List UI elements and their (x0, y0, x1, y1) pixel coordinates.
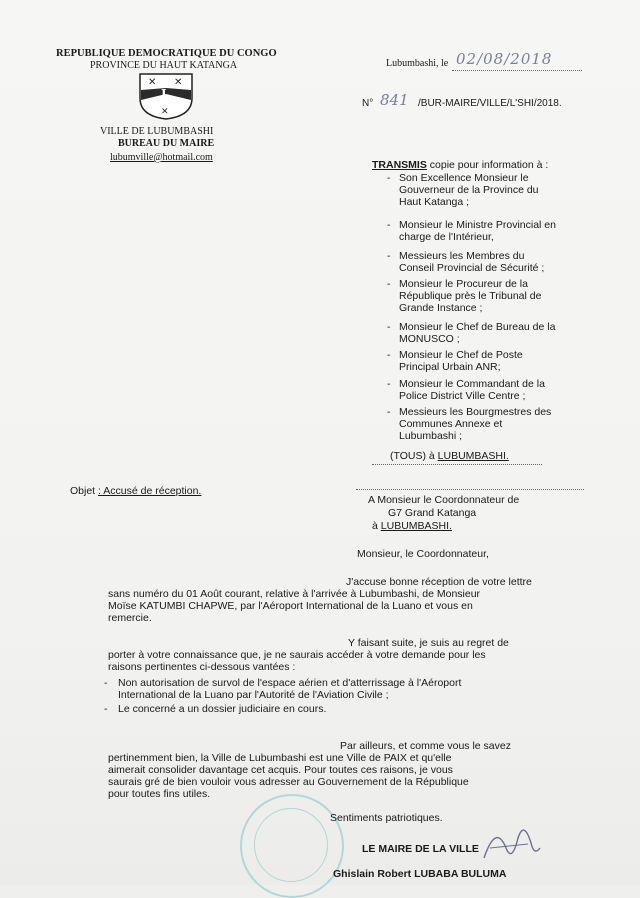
recipient-item: - Monsieur le Chef de Poste Principal Urbain ANR; (387, 349, 523, 373)
handwritten-reference-number: 841 (380, 91, 409, 109)
svg-text:✕: ✕ (174, 77, 183, 88)
closing-line: Sentiments patriotiques. (330, 812, 443, 824)
emblem-letter: L (161, 87, 170, 101)
recipient-item: - Monsieur le Ministre Provincial en charge de l'Intérieur, (387, 219, 556, 243)
recipient-item: - Monsieur le Commandant de la Police District Ville Centre ; (387, 378, 545, 402)
addressee-line-1: A Monsieur le Coordonnateur de (368, 494, 520, 506)
province-heading: PROVINCE DU HAUT KATANGA (90, 60, 238, 71)
handwritten-date: 02/08/2018 (456, 50, 553, 68)
addressee-line-3: à LUBUMBASHI. (372, 520, 452, 532)
date-dotted-line (452, 70, 582, 71)
reference-prefix: N° (362, 98, 374, 109)
addressee-city: LUBUMBASHI. (380, 520, 452, 532)
recipient-item: - Monsieur le Chef de Bureau de la MONUSCO ; (387, 321, 556, 345)
reference-suffix: /BUR-MAIRE/VILLE/L'SHI/2018. (418, 98, 562, 109)
objet-label: Objet (70, 485, 96, 497)
recipient-item: - Son Excellence Monsieur le Gouverneur de la Province du Haut Katanga ; (387, 172, 539, 208)
signatory-name: Ghislain Robert LUBABA BULUMA (333, 868, 507, 880)
recipient-item: - Monsieur le Procureur de la République près le Tribunal de Grande Instance ; (387, 278, 542, 314)
addressee-dotted-line (356, 489, 584, 490)
paragraph-refusal: Y faisant suite, je suis au regret de porter à votre connaissance que, je ne saurais accéder à votre demande pour les raisons pertinentes ci-dessous vantées : (108, 637, 509, 673)
addressee-line-2: G7 Grand Katanga (388, 507, 477, 519)
signature-title: LE MAIRE DE LA VILLE (362, 843, 479, 855)
transmis-rest: copie pour information à : (426, 159, 549, 171)
paragraph-peace: Par ailleurs, et comme vous le savez pertinemment bien, la Ville de Lubumbashi est une Ville de PAIX et qu'elle aimerait consolider davantage cet acquis. Pour toutes ces raisons, je vous saurais gré de bien vouloir vous adresser au Gouvernement de la République pour toutes fins utiles. (108, 740, 511, 800)
city-heading: VILLE DE LUBUMBASHI (100, 126, 214, 137)
place-label: Lubumbashi, le (386, 58, 449, 69)
transmis-dotted-line (372, 464, 542, 465)
tous-line: (TOUS) à LUBUMBASHI. (390, 450, 509, 462)
reason-item: - Le concerné a un dossier judiciaire en cours. (104, 703, 327, 715)
svg-text:✕: ✕ (148, 77, 157, 88)
email-text: lubumville@hotmail.com (110, 152, 213, 163)
tous-city: LUBUMBASHI. (437, 450, 509, 462)
office-heading: BUREAU DU MAIRE (118, 138, 215, 149)
recipient-item: - Messieurs les Membres du Conseil Provincial de Sécurité ; (387, 250, 545, 274)
republic-heading: REPUBLIQUE DEMOCRATIQUE DU CONGO (56, 48, 277, 59)
reason-item: - Non autorisation de survol de l'espace aérien et d'atterrissage à l'Aéroport International de la Luano par l'Autorité de l'Aviation Civile ; (104, 677, 462, 701)
transmis-label: TRANSMIS (372, 159, 427, 171)
salutation: Monsieur, le Coordonnateur, (357, 548, 489, 560)
city-emblem-logo (138, 72, 194, 120)
recipient-item: - Messieurs les Bourgmestres des Communes Annexe et Lubumbashi ; (387, 406, 552, 442)
svg-text:✕: ✕ (161, 107, 169, 117)
official-stamp (240, 794, 344, 898)
handwritten-signature (476, 818, 546, 873)
transmis-line (372, 159, 548, 171)
objet-line (70, 485, 201, 497)
paragraph-acknowledgement: J'accuse bonne réception de votre lettre sans numéro du 01 Août courant, relative à l'arrivée à Lubumbashi, de Monsieur Moïse KATUMBI CHAPWE, par l'Aéroport International de la Luano et vous en remercie. (108, 576, 532, 624)
objet-value: : Accusé de réception. (98, 485, 202, 497)
